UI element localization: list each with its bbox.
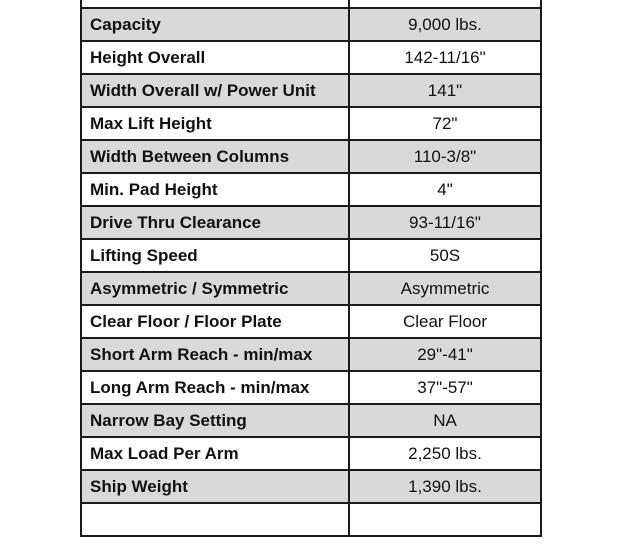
table-row <box>81 239 541 272</box>
spec-value-cell: 110-3/8" <box>349 140 541 173</box>
spec-label-cell: Max Lift Height <box>81 107 349 140</box>
specifications-table <box>80 0 542 537</box>
spec-value-cell: 50S <box>349 239 541 272</box>
spec-value-cell <box>349 0 541 8</box>
spec-label-cell: Narrow Bay Setting <box>81 404 349 437</box>
spec-value-cell: 29"-41" <box>349 338 541 371</box>
table-row <box>81 371 541 404</box>
table-row <box>81 8 541 41</box>
table-row <box>81 470 541 503</box>
table-row <box>81 272 541 305</box>
spec-label-cell: Asymmetric / Symmetric <box>81 272 349 305</box>
table-row <box>81 0 541 8</box>
spec-label-cell: Short Arm Reach - min/max <box>81 338 349 371</box>
table-row <box>81 437 541 470</box>
spec-value-cell: 1,390 lbs. <box>349 470 541 503</box>
table-row <box>81 305 541 338</box>
spec-label-cell: Max Load Per Arm <box>81 437 349 470</box>
spec-label-cell: Height Overall <box>81 41 349 74</box>
spec-label-cell: Long Arm Reach - min/max <box>81 371 349 404</box>
spec-label-cell: Width Overall w/ Power Unit <box>81 74 349 107</box>
table-row <box>81 338 541 371</box>
spec-value-cell: 37"-57" <box>349 371 541 404</box>
table-row <box>81 140 541 173</box>
table-row <box>81 107 541 140</box>
spec-value-cell: 72" <box>349 107 541 140</box>
spec-value-cell: 4" <box>349 173 541 206</box>
spec-label-cell: Lifting Speed <box>81 239 349 272</box>
table-row <box>81 74 541 107</box>
table-row <box>81 503 541 536</box>
spec-value-cell: 141" <box>349 74 541 107</box>
spec-value-cell: 2,250 lbs. <box>349 437 541 470</box>
table-row <box>81 41 541 74</box>
table-row <box>81 404 541 437</box>
table-row <box>81 173 541 206</box>
spec-label-cell <box>81 503 349 536</box>
spec-value-cell: Asymmetric <box>349 272 541 305</box>
table-row <box>81 206 541 239</box>
spec-value-cell: 9,000 lbs. <box>349 8 541 41</box>
spec-value-cell <box>349 503 541 536</box>
spec-label-cell: Clear Floor / Floor Plate <box>81 305 349 338</box>
spec-label-cell: Ship Weight <box>81 470 349 503</box>
spec-label-cell: Drive Thru Clearance <box>81 206 349 239</box>
spec-label-cell: Width Between Columns <box>81 140 349 173</box>
spec-label-cell: Min. Pad Height <box>81 173 349 206</box>
spec-value-cell: Clear Floor <box>349 305 541 338</box>
spec-label-cell <box>81 0 349 8</box>
specifications-table-body <box>81 0 541 536</box>
spec-value-cell: 93-11/16" <box>349 206 541 239</box>
spec-value-cell: NA <box>349 404 541 437</box>
spec-label-cell: Capacity <box>81 8 349 41</box>
spec-value-cell: 142-11/16" <box>349 41 541 74</box>
